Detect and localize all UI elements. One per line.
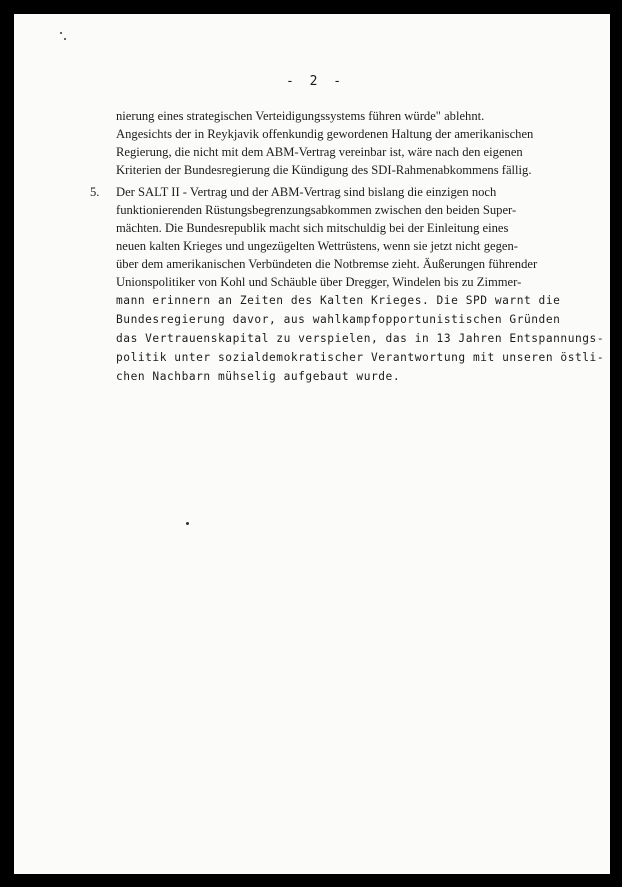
- text-line: Der SALT II - Vertrag und der ABM-Vertrag sind bislang die einzigen noch: [116, 185, 497, 199]
- text-line: Regierung, die nicht mit dem ABM-Vertrag vereinbar ist, wäre nach den eigenen: [116, 145, 523, 159]
- text-line: über dem amerikanischen Verbündeten die Notbremse zieht. Äußerungen führender: [116, 257, 538, 271]
- scan-speck: [60, 32, 62, 34]
- text-line: Kriterien der Bundesregierung die Kündigung des SDI-Rahmenabkommens fällig.: [116, 163, 532, 177]
- page-number: - 2 -: [286, 74, 346, 89]
- document-page: [14, 14, 610, 874]
- item-number: 5.: [90, 185, 100, 199]
- text-line: neuen kalten Krieges und ungezügelten Wettrüstens, wenn sie jetzt nicht gegen-: [116, 239, 518, 253]
- text-line: nierung eines strategischen Verteidigungssystems führen würde" ablehnt.: [116, 109, 485, 123]
- scan-speck: [186, 522, 189, 525]
- text-line: Unionspolitiker von Kohl und Schäuble über Dregger, Windelen bis zu Zimmer-: [116, 275, 522, 289]
- text-line: Angesichts der in Reykjavik offenkundig gewordenen Haltung der amerikanischen: [116, 127, 534, 141]
- text-line: Bundesregierung davor, aus wahlkampfopportunistischen Gründen: [116, 313, 561, 326]
- text-line: politik unter sozialdemokratischer Verantwortung mit unseren östli-: [116, 351, 605, 364]
- text-line: funktionierenden Rüstungsbegrenzungsabkommen zwischen den beiden Super-: [116, 203, 517, 217]
- scan-speck: [64, 38, 66, 40]
- text-line: mächten. Die Bundesrepublik macht sich mitschuldig bei der Einleitung eines: [116, 221, 509, 235]
- text-line: das Vertrauenskapital zu verspielen, das in 13 Jahren Entspannungs-: [116, 332, 605, 345]
- text-line: chen Nachbarn mühselig aufgebaut wurde.: [116, 370, 401, 383]
- text-line: mann erinnern an Zeiten des Kalten Krieges. Die SPD warnt die: [116, 294, 561, 307]
